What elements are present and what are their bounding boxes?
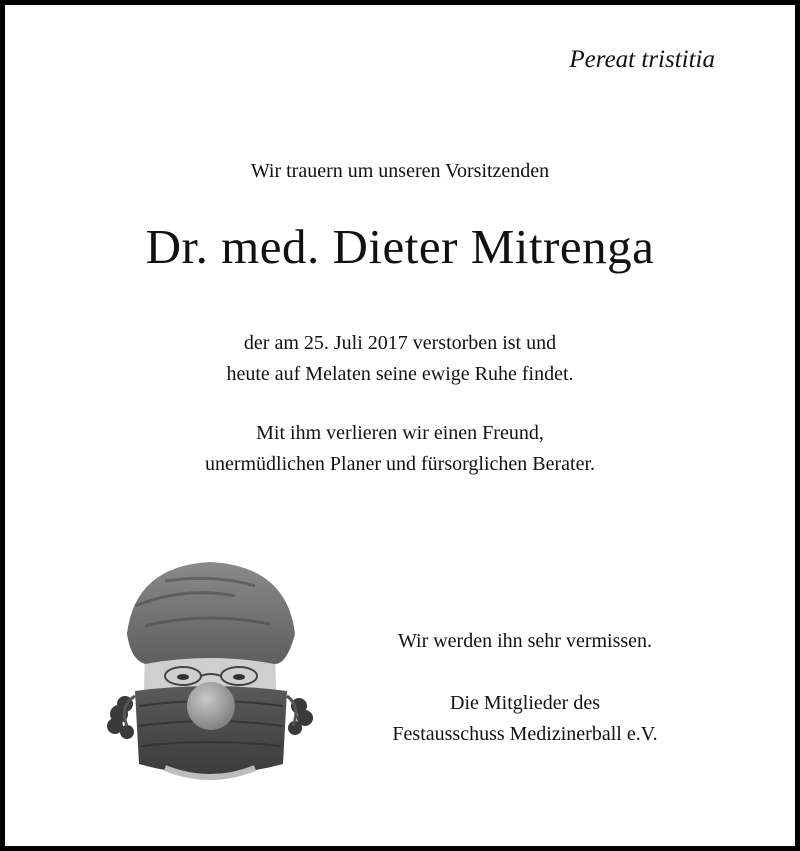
signature-line-1: Die Mitglieder des [450, 692, 600, 714]
tribute-line-2: unermüdlichen Planer und fürsorglichen Berater. [204, 453, 596, 475]
tribute-line-1: Mit ihm verlieren wir einen Freund, [256, 422, 544, 444]
intro-line: Wir trauern um unseren Vorsitzenden [250, 160, 550, 182]
hair-left [107, 696, 134, 739]
portrait-photo [105, 556, 315, 786]
signature-block [340, 688, 710, 750]
signature-line-2: Festausschuss Medizinerball e.V. [392, 723, 658, 745]
farewell-line: Wir werden ihn sehr vermissen. [397, 630, 653, 652]
death-line-2: heute auf Melaten seine ewige Ruhe findet. [226, 363, 574, 385]
tribute-paragraph [0, 418, 800, 480]
clown-nose [187, 682, 235, 730]
hair-right [288, 698, 313, 735]
motto: Pereat tristitia [569, 46, 715, 73]
death-line-1: der am 25. Juli 2017 verstorben ist und [243, 332, 557, 354]
deceased-name: Dr. med. Dieter Mitrenga [145, 219, 655, 274]
death-paragraph [0, 328, 800, 390]
